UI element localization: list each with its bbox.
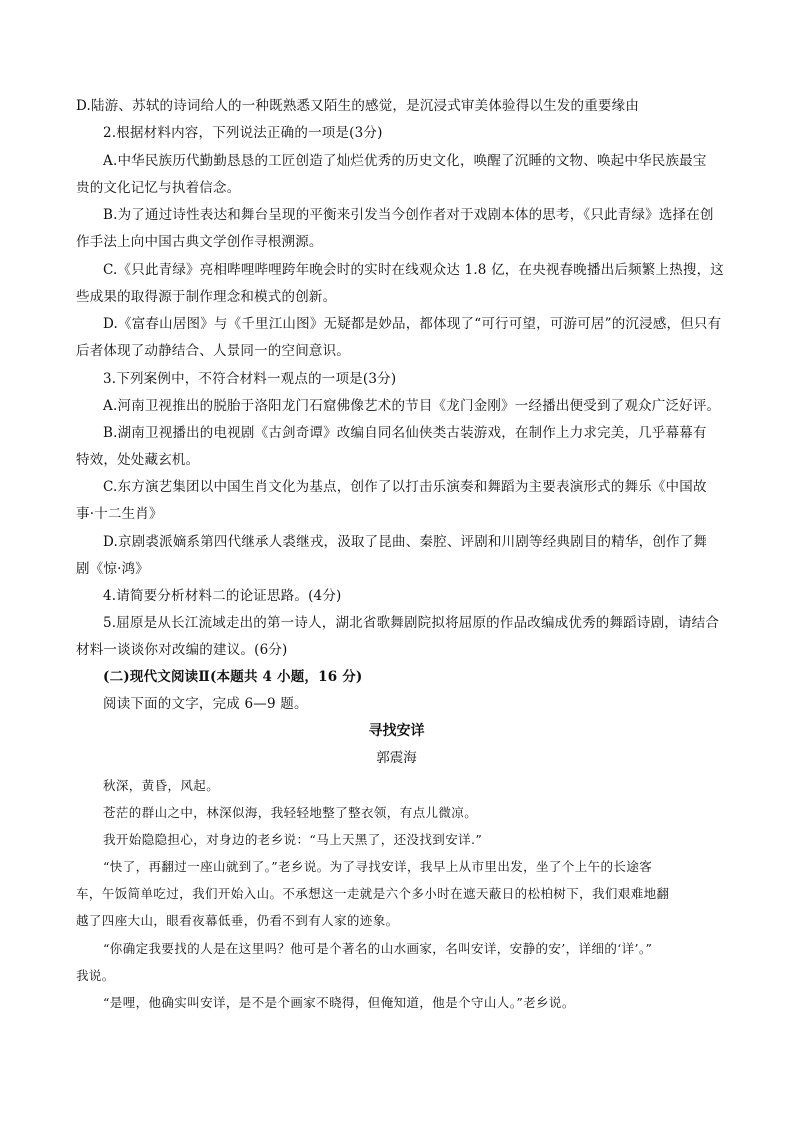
q3-option-b: B.湖南卫视播出的电视剧《古剑奇谭》改编自同名仙侠类古装游戏，在制作上力求完美，几乎幕幕有 [103,425,707,441]
story-paragraph: “是哩，他确实叫安详，是不是个画家不晓得，但俺知道，他是个守山人。”老乡说。 [103,995,575,1010]
q3-option-c-cont: 事·十二生肖》 [76,506,163,522]
q2-option-d-cont: 后者体现了动静结合、人景同一的空间意识。 [76,343,350,359]
section-heading: (二)现代文阅读Ⅱ(本题共 4 小题，16 分) [103,669,363,685]
story-author: 郭震海 [376,750,417,766]
question-5-cont: 材料一谈谈你对改编的建议。(6分) [76,642,288,658]
q3-option-b-cont: 特效，处处藏玄机。 [76,452,200,468]
question-5: 5.屈原是从长江流域走出的第一诗人，湖北省歌舞剧院拟将屈原的作品改编成优秀的舞蹈诗剧，请结合 [103,615,720,631]
q3-option-a: A.河南卫视推出的脱胎于洛阳龙门石窟佛像艺术的节目《龙门金刚》一经播出便受到了观众广泛好评。 [103,398,721,414]
story-paragraph: “快了，再翻过一座山就到了。”老乡说。为了寻找安详，我早上从市里出发，坐了个上午的长途客 [103,859,653,874]
q2-option-a: A.中华民族历代勤勤恳恳的工匠创造了灿烂优秀的历史文化，唤醒了沉睡的文物、唤起中华民族最宝 [103,153,707,169]
option-d-continued: D.陆游、苏轼的诗词给人的一种既熟悉又陌生的感觉，是沉浸式审美体验得以生发的重要缘由 [76,98,640,114]
story-title: 寻找安详 [368,723,425,739]
q3-option-c: C.东方演艺集团以中国生肖文化为基点，创作了以打击乐演奏和舞蹈为主要表演形式的舞乐《中国故 [103,479,707,495]
story-paragraph: 秋深，黄昏，风起。 [103,778,220,793]
story-paragraph-cont: 越了四座大山，眼看夜幕低垂，仍看不到有人家的迹象。 [76,913,399,928]
q2-option-c-cont: 些成果的取得源于制作理念和模式的创新。 [76,289,337,305]
q2-option-b-cont: 作手法上向中国古典文学创作寻根溯源。 [76,234,323,250]
question-2: 2.根据材料内容，下列说法正确的一项是(3分) [103,125,383,141]
q2-option-c: C.《只此青绿》亮相哔哩哔哩跨年晚会时的实时在线观众达 1.8 亿，在央视春晚播出后频繁上热搜，这 [103,262,724,278]
story-paragraph: “你确定我要找的人是在这里吗？他可是个著名的山水画家，名叫安详，安静的安’，详细的‘详’。” [103,941,653,956]
reading-instruction: 阅读下面的文字，完成 6—9 题。 [103,696,308,712]
q2-option-d: D.《富春山居图》与《千里江山图》无疑都是妙品，都体现了“可行可望，可游可居”的沉浸感，但只有 [103,316,722,332]
story-paragraph: 我开始隐隐担心，对身边的老乡说：“马上天黑了，还没找到安详.” [103,832,483,847]
question-3: 3.下列案例中，不符合材料一观点的一项是(3分) [103,371,397,387]
q2-option-a-cont: 贵的文化记忆与执着信念。 [76,180,241,196]
q3-option-d: D.京剧裘派嫡系第四代继承人裘继戎，汲取了昆曲、秦腔、评剧和川剧等经典剧目的精华，创作了舞 [103,534,708,550]
q3-option-d-cont: 剧《惊·鸿》 [76,561,149,577]
q2-option-b: B.为了通过诗性表达和舞台呈现的平衡来引发当今创作者对于戏剧本体的思考，《只此青绿》选择在创 [103,207,714,223]
story-paragraph-cont: 我说。 [76,968,115,983]
story-paragraph: 苍茫的群山之中，林深似海，我轻轻地整了整衣领，有点儿微凉。 [103,805,478,820]
question-4: 4.请简要分析材料二的论证思路。(4分) [103,588,342,604]
story-paragraph-cont: 车，午饭简单吃过，我们开始入山。不承想这一走就是六个多小时在遮天蔽日的松柏树下，我们艰难地翻 [76,886,670,901]
